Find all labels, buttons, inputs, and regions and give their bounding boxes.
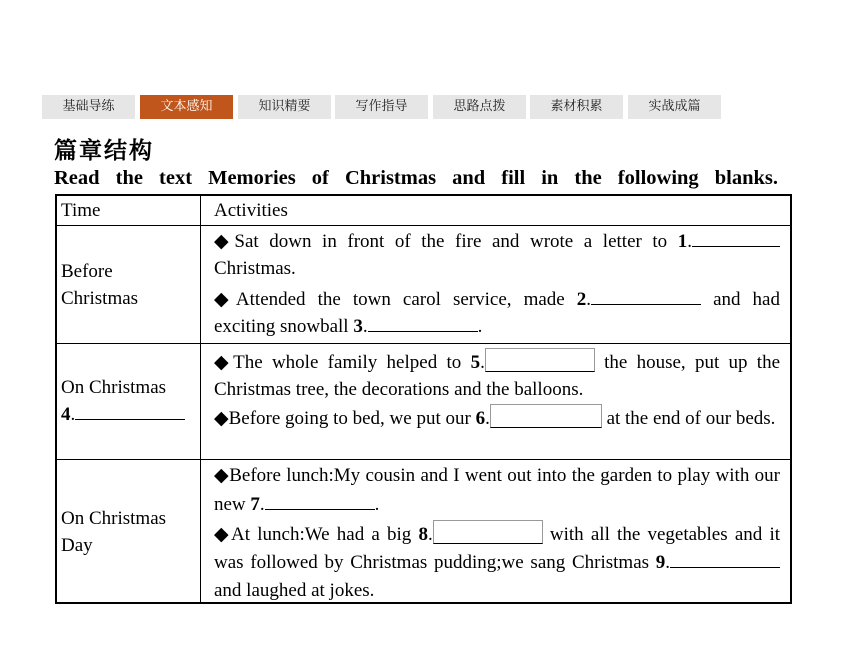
row-divider [57, 343, 790, 344]
row-divider [57, 225, 790, 226]
blank-3[interactable] [368, 313, 478, 332]
column-divider [200, 196, 201, 602]
activity-row3-item2: ◆At lunch:We had a big 8. with all the vegetables and it was followed by Christmas pudding;we sang Christmas 9. and laughed at jokes. [214, 520, 780, 605]
blank-4[interactable] [75, 401, 185, 420]
instruction-text: Read the text Memories of Christmas and fill in the following blanks. [54, 167, 778, 189]
time-before-christmas: Before Christmas [61, 261, 139, 309]
time-on-christmas-day: On Christmas Day [61, 508, 167, 556]
header-activities: Activities [214, 200, 288, 221]
blank-1[interactable] [692, 228, 780, 247]
section-title: 篇章结构 [54, 137, 154, 164]
header-time: Time [61, 200, 101, 221]
row-divider [57, 459, 790, 460]
blank-2[interactable] [591, 286, 701, 305]
activity-row2-item2: ◆Before going to bed, we put our 6. at the end of our beds. [214, 404, 780, 432]
tab-basic-practice[interactable]: 基础导练 [42, 95, 135, 119]
blank-9[interactable] [670, 549, 780, 568]
tab-text-perception[interactable]: 文本感知 [140, 95, 233, 119]
blank-7[interactable] [265, 491, 375, 510]
tab-knowledge-essentials[interactable]: 知识精要 [238, 95, 331, 119]
activity-row1-item2: ◆Attended the town carol service, made 2. and had exciting snowball 3. . [214, 286, 780, 340]
tab-thinking-tips[interactable]: 思路点拨 [433, 95, 526, 119]
tab-writing-guide[interactable]: 写作指导 [335, 95, 428, 119]
blank-8[interactable] [433, 520, 543, 544]
time-on-christmas: On Christmas 4. [61, 374, 198, 428]
activity-row3-item1: ◆Before lunch:My cousin and I went out into the garden to play with our new 7. . [214, 465, 780, 515]
activity-row2-item1: ◆The whole family helped to 5. the house, put up the Christmas tree, the decorations and the balloons. [214, 348, 780, 403]
blank-6[interactable] [490, 404, 602, 428]
tab-practical-writing[interactable]: 实战成篇 [628, 95, 721, 119]
structure-table [55, 194, 792, 604]
tab-material-accumulation[interactable]: 素材积累 [530, 95, 623, 119]
activity-row1-item1: ◆Sat down in front of the fire and wrote a letter to 1. Christmas. [214, 228, 780, 282]
blank-5[interactable] [485, 348, 595, 372]
